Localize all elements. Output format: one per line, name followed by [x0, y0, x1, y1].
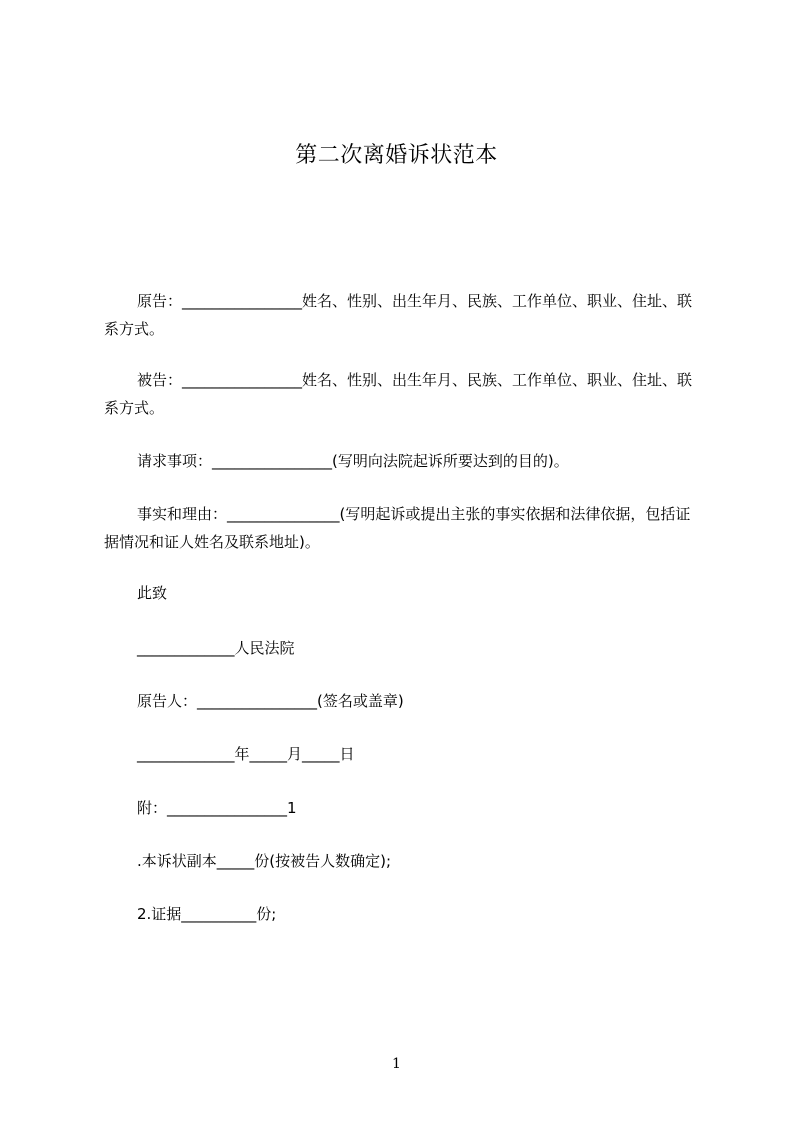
- date-line: _____________年_____月_____日: [137, 745, 355, 763]
- evidence-line: 2.证据__________份;: [137, 905, 277, 923]
- salutation-line: 此致: [137, 584, 168, 602]
- plaintiff-signature-line: 原告人：________________(签名或盖章): [137, 692, 404, 710]
- document-title: 第二次离婚诉状范本: [295, 143, 498, 168]
- claims-paragraph: 请求事项：________________(写明向法院起诉所要达到的目的)。: [137, 452, 569, 470]
- copies-line: .本诉状副本_____份(按被告人数确定);: [137, 852, 392, 870]
- defendant-paragraph: 被告：________________姓名、性别、出生年月、民族、工作单位、职业、住址、联系方式。: [104, 371, 693, 417]
- plaintiff-paragraph: 原告：________________姓名、性别、出生年月、民族、工作单位、职业、住址、联系方式。: [104, 292, 693, 338]
- page-number: 1: [392, 1056, 401, 1072]
- attachment-line: 附：________________1: [137, 799, 297, 817]
- facts-reasons-paragraph: 事实和理由：_______________(写明起诉或提出主张的事实依据和法律依据，包括证据情况和证人姓名及联系地址)。: [104, 505, 691, 551]
- court-line: _____________人民法院: [137, 639, 295, 657]
